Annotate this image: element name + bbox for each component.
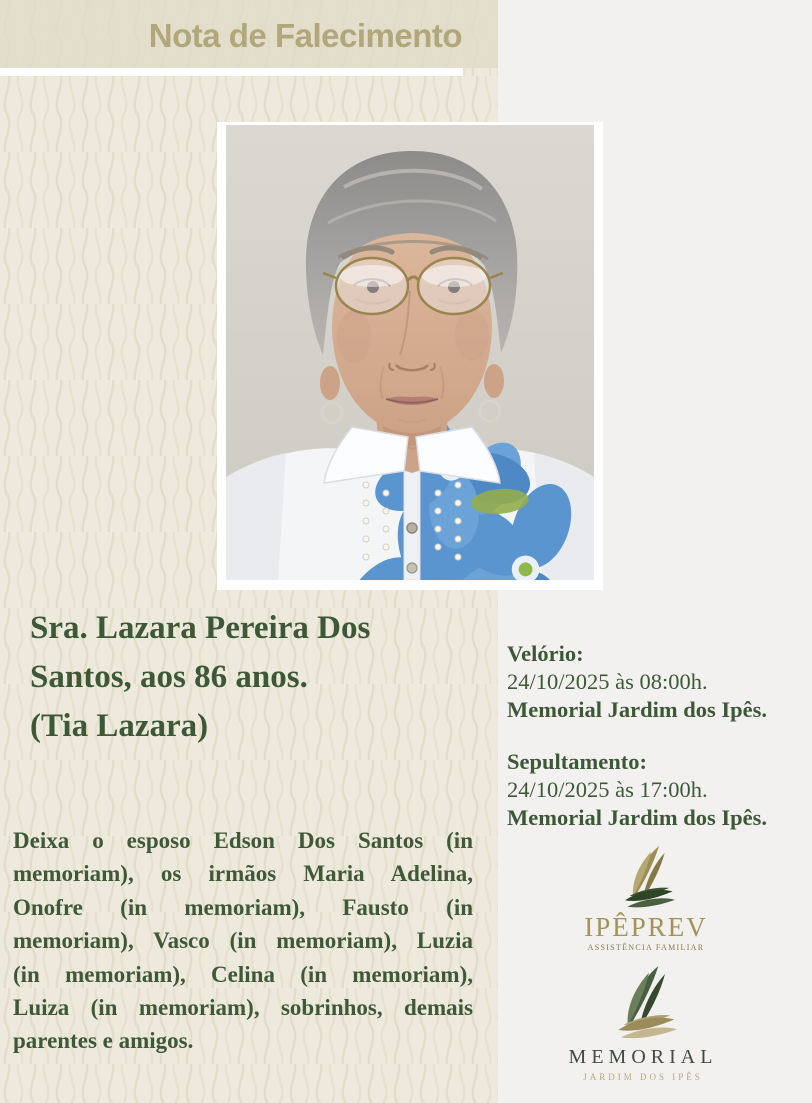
wake-datetime: 24/10/2025 às 08:00h.: [507, 669, 708, 694]
deceased-name-title: [30, 604, 480, 751]
memorial-logo-name: MEMORIAL: [568, 1046, 718, 1068]
obituary-line: Luiza (in memoriam), sobrinhos, demais: [13, 995, 473, 1021]
obituary-line: memoriam), Vasco (in memoriam), Luzia: [13, 928, 473, 954]
service-info-column: [507, 640, 807, 832]
banner-title: Nota de Falecimento: [148, 17, 462, 54]
deceased-name-line-3: (Tia Lazara): [30, 708, 209, 744]
obituary-text: [13, 824, 473, 1058]
deceased-name-line-2: Santos, aos 86 anos.: [30, 659, 308, 695]
wake-label: Velório:: [507, 641, 584, 666]
wake-place: Memorial Jardim dos Ipês.: [507, 697, 767, 722]
portrait-illustration: [226, 125, 594, 580]
obituary-line: parentes e amigos.: [13, 1028, 194, 1054]
wake-info-block: [507, 640, 807, 724]
banner-divider-rule: [0, 68, 463, 76]
burial-datetime: 24/10/2025 às 17:00h.: [507, 777, 708, 802]
burial-place: Memorial Jardim dos Ipês.: [507, 805, 767, 830]
ipeprev-leaf-icon: [607, 846, 685, 914]
obituary-line: (in memoriam), Celina (in memoriam),: [13, 961, 473, 987]
deceased-photo: [217, 122, 603, 590]
obituary-line: memoriam), os irmãos Maria Adelina,: [13, 861, 473, 887]
memorial-leaf-icon: [606, 966, 680, 1046]
deceased-name-line-1: Sra. Lazara Pereira Dos: [30, 610, 371, 646]
ipeprev-logo-name: IPÊPREV: [584, 912, 708, 942]
obituary-line: Deixa o esposo Edson Dos Santos (in: [13, 828, 473, 853]
obituary-line: Onofre (in memoriam), Fausto (in: [13, 894, 473, 920]
memorial-logo: [517, 966, 769, 1082]
burial-label: Sepultamento:: [507, 749, 647, 774]
ipeprev-logo: [520, 846, 772, 952]
memorial-logo-tagline: JARDIM DOS IPÊS: [583, 1072, 703, 1082]
burial-info-block: [507, 748, 807, 832]
ipeprev-logo-tagline: ASSISTÊNCIA FAMILIAR: [587, 943, 705, 952]
